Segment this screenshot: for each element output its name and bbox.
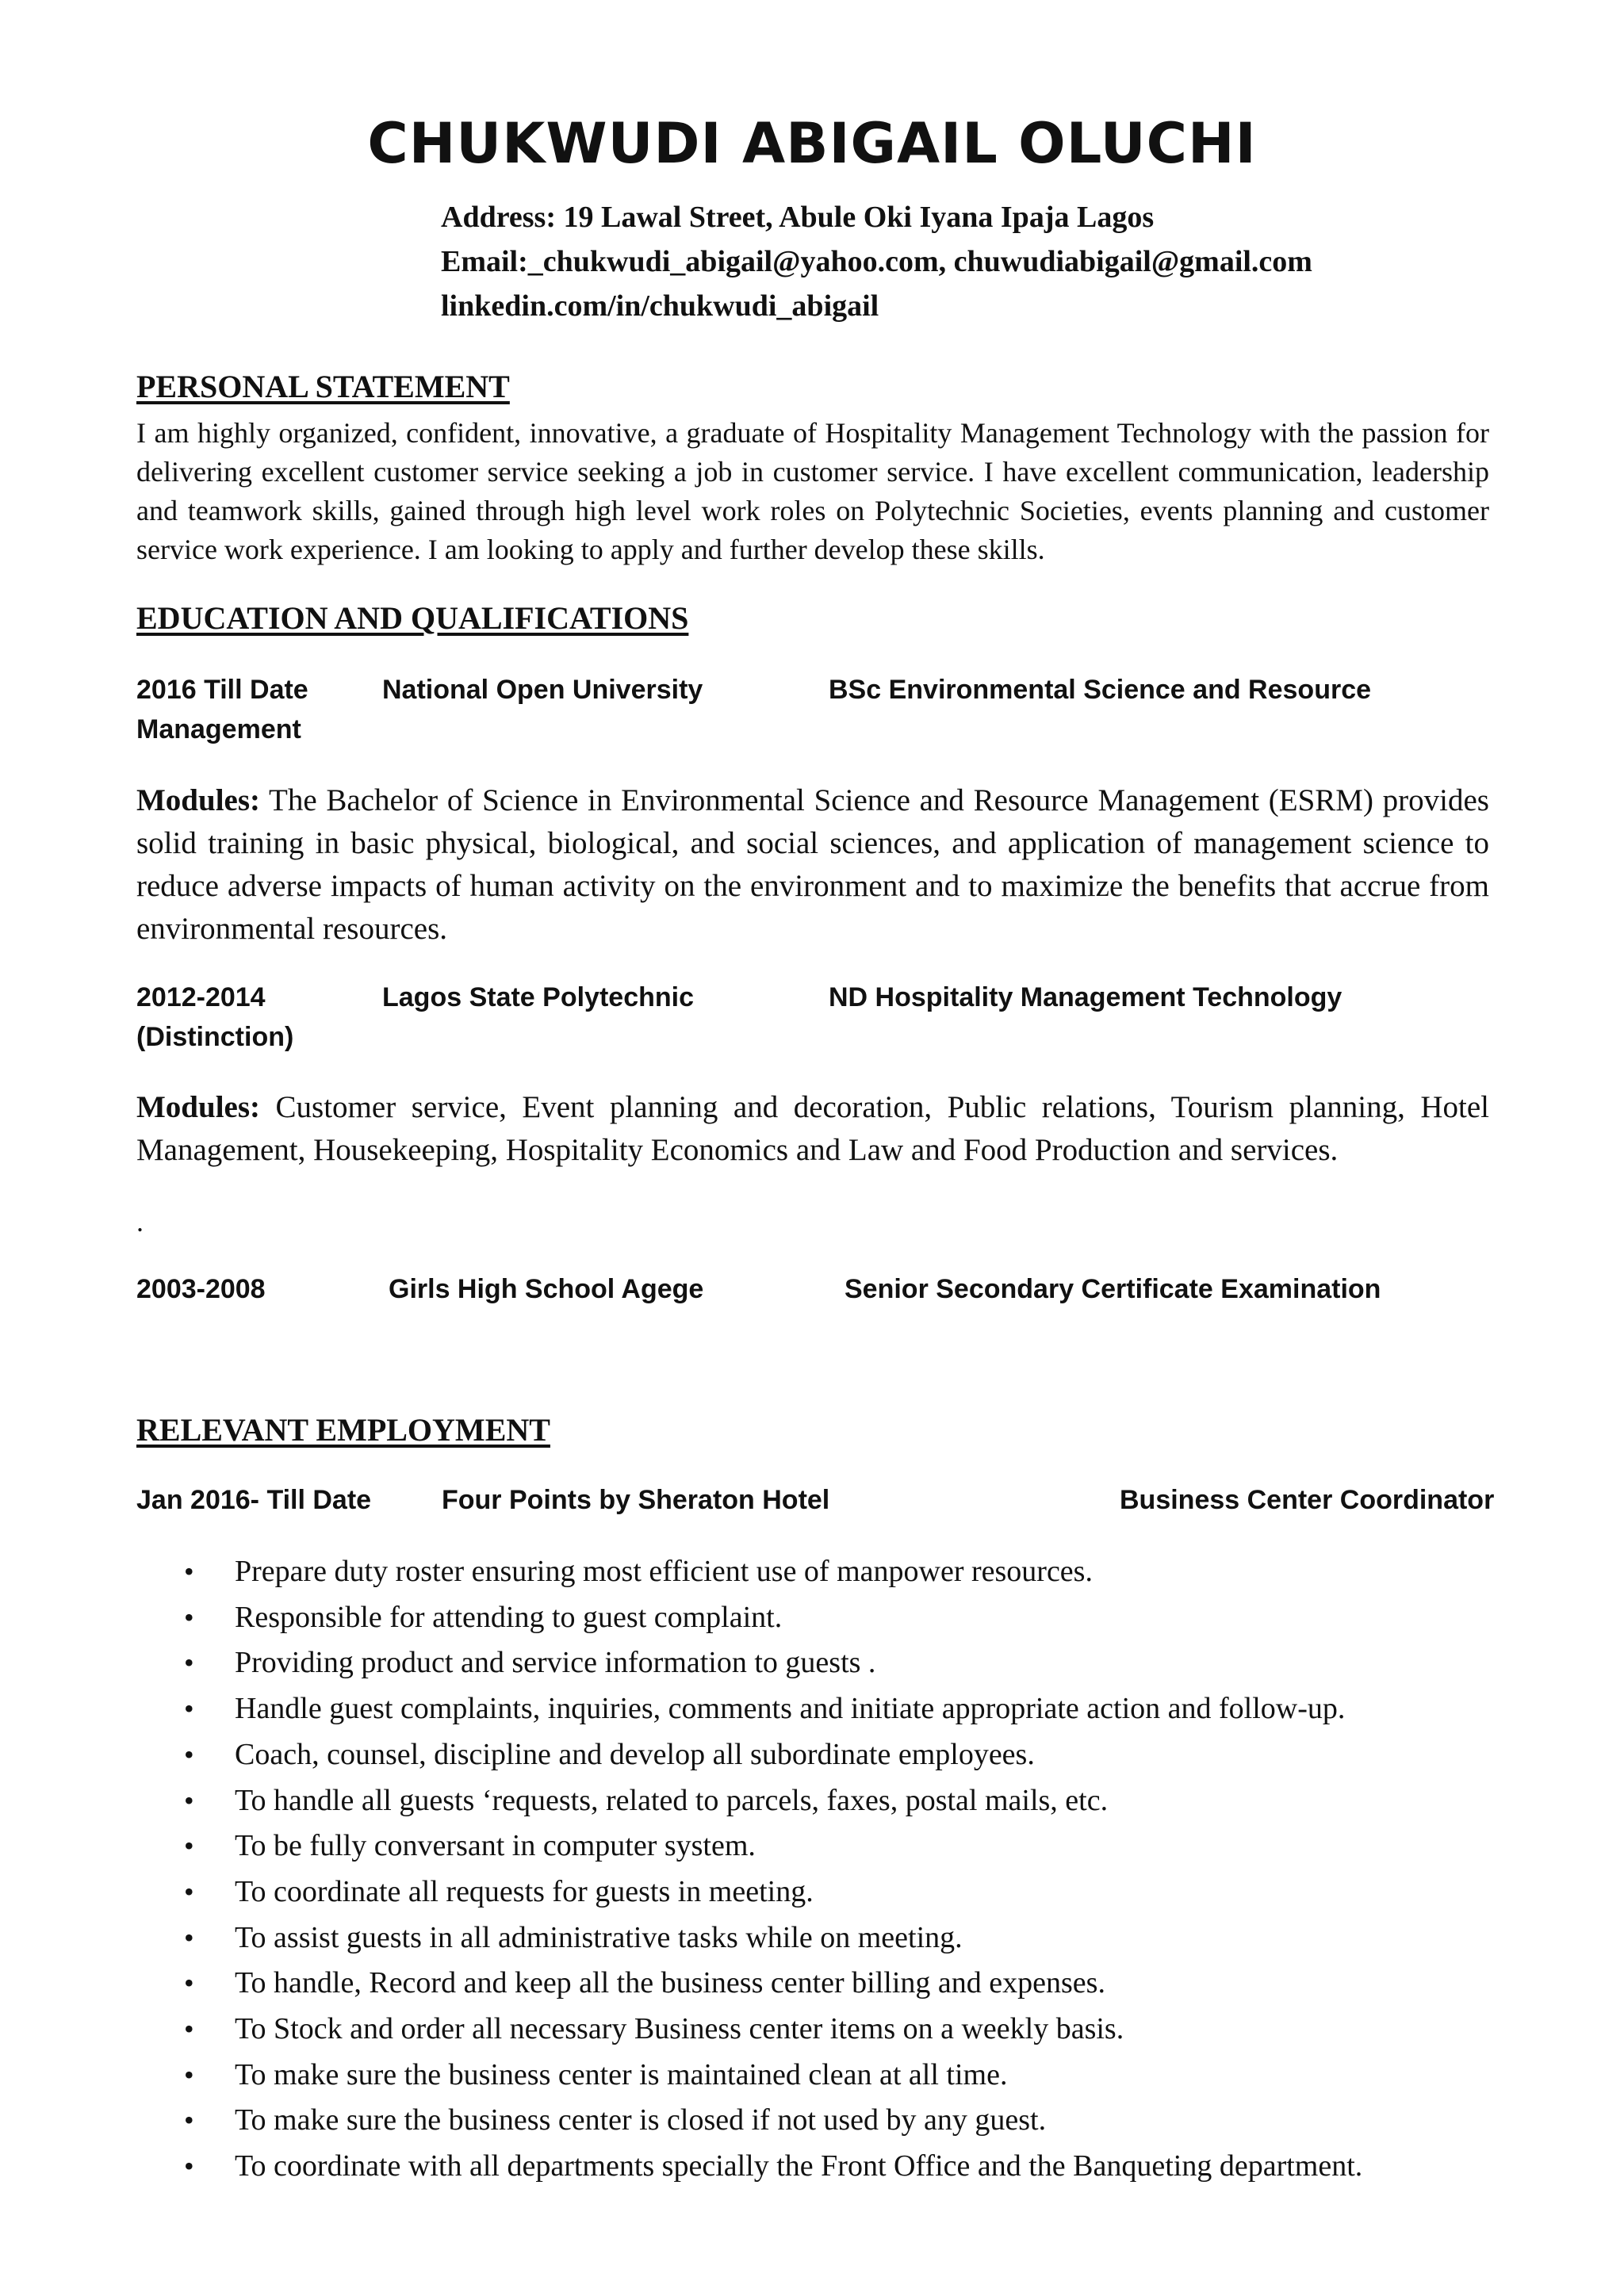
job-role: Business Center Coordinator [1120, 1485, 1495, 1515]
candidate-name: CHUKWUDI ABIGAIL OLUCHI [367, 111, 1257, 176]
education-modules-1 [136, 779, 1489, 951]
education-heading: EDUCATION AND QUALIFICATIONS [136, 600, 689, 636]
education-date: 2003-2008 [136, 1274, 266, 1304]
list-item: • Coach, counsel, discipline and develop all subordinate employees. [136, 1732, 1500, 1778]
list-item: • Providing product and service information to guests . [136, 1640, 1500, 1686]
list-item: • Responsible for attending to guest complaint. [136, 1595, 1500, 1641]
job-date: Jan 2016- Till Date [136, 1485, 372, 1515]
email-line: Email:_chukwudi_abigail@yahoo.com, chuwudiabigail@gmail.com [441, 245, 1312, 278]
education-modules-2 [136, 1086, 1489, 1172]
contact-block [441, 195, 1312, 328]
employment-heading: RELEVANT EMPLOYMENT [136, 1412, 550, 1448]
education-qualification: ND Hospitality Management Technology [829, 982, 1342, 1012]
list-item: • To Stock and order all necessary Business center items on a weekly basis. [136, 2007, 1500, 2053]
modules-text: Customer service, Event planning and decoration, Public relations, Tourism planning, Hotel Management, Housekeeping, Hospitality Economics and Law and Food Production and services. [136, 1090, 1489, 1167]
modules-label: Modules: [136, 1090, 260, 1124]
list-item: • To be fully conversant in computer system. [136, 1823, 1500, 1869]
address-line: Address: 19 Lawal Street, Abule Oki Iyana Ipaja Lagos [441, 201, 1155, 234]
list-item: • Handle guest complaints, inquiries, comments and initiate appropriate action and follow-up. [136, 1686, 1500, 1732]
education-institution: Girls High School Agege [389, 1274, 704, 1304]
education-distinction: (Distinction) [136, 1022, 294, 1052]
stray-dot: . [136, 1206, 144, 1238]
education-institution: National Open University [382, 675, 703, 705]
education-date: 2012-2014 [136, 982, 266, 1012]
list-item: • To handle all guests ‘requests, related to parcels, faxes, postal mails, etc. [136, 1778, 1500, 1824]
modules-text: The Bachelor of Science in Environmental Science and Resource Management (ESRM) provides solid training in basic physical, biological, and social sciences, and application of management science to reduce adverse impacts of human activity on the environment and to maximize the benefits that accrue from environmental resources. [136, 783, 1489, 946]
duties-list [136, 1549, 1500, 2190]
education-qualification-continued: Management [136, 714, 301, 744]
personal-statement-heading: PERSONAL STATEMENT [136, 369, 510, 404]
list-item: • To make sure the business center is maintained clean at all time. [136, 2053, 1500, 2099]
education-qualification: BSc Environmental Science and Resource [829, 675, 1372, 705]
personal-statement-text: I am highly organized, confident, innovative, a graduate of Hospitality Management Technology with the passion for delivering excellent customer service seeking a job in customer service. I have excellent communication, leadership and teamwork skills, gained through high level work roles on Polytechnic Societies, events planning and customer service work experience. I am looking to apply and further develop these skills. [136, 417, 1489, 565]
list-item: • To make sure the business center is closed if not used by any guest. [136, 2098, 1500, 2144]
modules-label: Modules: [136, 783, 260, 817]
list-item: • To assist guests in all administrative tasks while on meeting. [136, 1915, 1500, 1961]
education-date: 2016 Till Date [136, 675, 308, 705]
job-employer: Four Points by Sheraton Hotel [442, 1485, 830, 1515]
list-item: • To coordinate all requests for guests in meeting. [136, 1869, 1500, 1915]
list-item: • Prepare duty roster ensuring most efficient use of manpower resources. [136, 1549, 1500, 1595]
education-qualification: Senior Secondary Certificate Examination [845, 1274, 1381, 1304]
education-institution: Lagos State Polytechnic [382, 982, 694, 1012]
linkedin-line: linkedin.com/in/chukwudi_abigail [441, 289, 879, 323]
list-item: • To coordinate with all departments specially the Front Office and the Banqueting department. [136, 2144, 1500, 2190]
list-item: • To handle, Record and keep all the business center billing and expenses. [136, 1961, 1500, 2007]
